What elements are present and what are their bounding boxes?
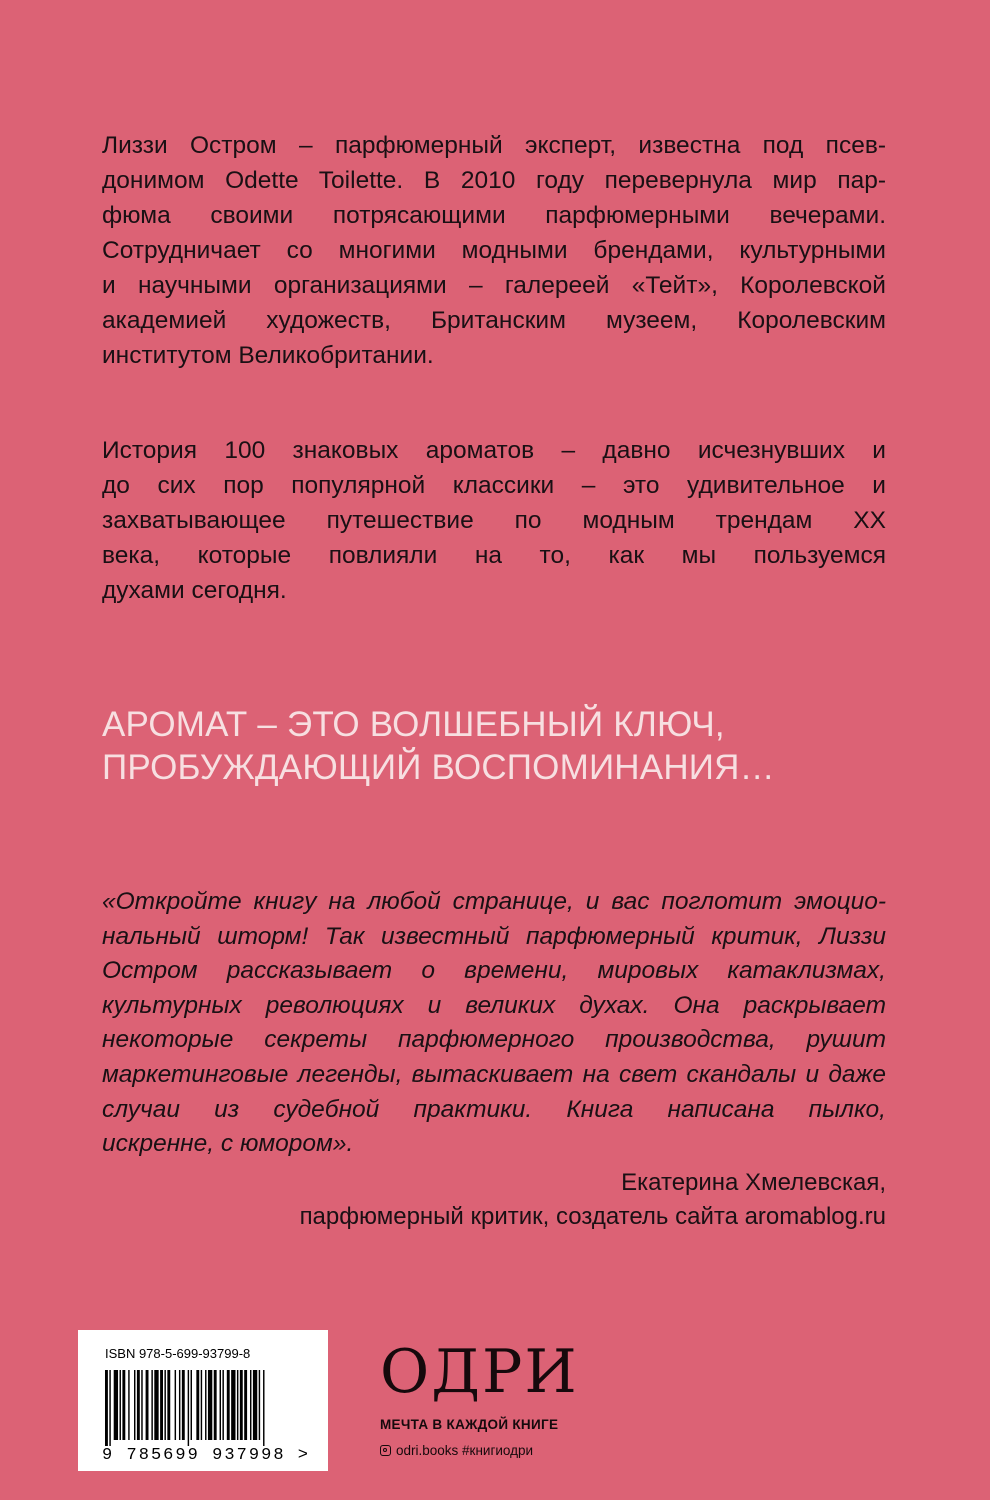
social-handle: odri.books #книгиодри	[396, 1443, 534, 1458]
tagline-line: ПРОБУЖДАЮЩИЙ ВОСПОМИНАНИЯ…	[102, 748, 775, 787]
barcode-bar	[220, 1370, 221, 1440]
barcode-bar	[259, 1370, 260, 1440]
bio-line: донимом Odette Toilette. В 2010 году перевернула мир пар-	[102, 167, 886, 194]
barcode-bar	[191, 1370, 192, 1440]
barcode-bar	[222, 1370, 223, 1440]
barcode-bar	[188, 1370, 189, 1446]
barcode-bar	[201, 1370, 202, 1440]
tagline-line: АРОМАТ – ЭТО ВОЛШЕБНЫЙ КЛЮЧ,	[102, 705, 725, 744]
attribution-role: парфюмерный критик, создатель сайта aromablog.ru	[299, 1203, 886, 1230]
bio-line: Лиззи Остром – парфюмерный эксперт, известна под псев-	[102, 132, 886, 159]
publisher-slogan: МЕЧТА В КАЖДОЙ КНИГЕ	[380, 1417, 559, 1432]
barcode-bar	[114, 1370, 118, 1440]
publisher-social	[380, 1443, 533, 1458]
barcode-bar	[105, 1370, 108, 1446]
barcode-bar	[205, 1370, 206, 1440]
barcode-bar	[164, 1370, 165, 1440]
barcode-digits: 9 785699 937998 >	[102, 1446, 308, 1465]
publisher-logo: ОДРИ	[380, 1337, 579, 1407]
barcode-bar	[231, 1370, 235, 1440]
barcode-bar	[146, 1370, 149, 1440]
quote-line: некоторые секреты парфюмерного производства, рушит	[102, 1026, 886, 1054]
quote-line: Остром рассказывает о времени, мировых катаклизмах,	[102, 957, 886, 985]
description-line: захватывающее путешествие по модным трендам XX	[102, 507, 886, 534]
barcode-bar	[237, 1370, 238, 1440]
barcode-bar	[175, 1370, 176, 1440]
quote-line: «Откройте книгу на любой странице, и вас поглотит эмоцио-	[102, 888, 886, 915]
review-quote	[102, 885, 886, 1162]
description-line: духами сегодня.	[102, 577, 287, 604]
barcode-bar	[240, 1370, 243, 1440]
barcode-bar	[196, 1370, 199, 1440]
barcode-bar	[134, 1370, 135, 1440]
barcode-bars	[105, 1370, 265, 1446]
barcode-bar	[179, 1370, 180, 1440]
barcode-bar	[109, 1370, 110, 1446]
book-description	[102, 433, 886, 608]
barcode-panel	[78, 1330, 328, 1471]
barcode-bar	[167, 1370, 170, 1440]
barcode-graphic	[78, 1330, 328, 1471]
barcode-bar	[253, 1370, 257, 1440]
description-line: История 100 знаковых ароматов – давно исчезнувших и	[102, 437, 886, 464]
barcode-bar	[160, 1370, 163, 1440]
barcode-bar	[154, 1370, 158, 1440]
quote-line: культурных революциях и великих духах. Она раскрывает	[102, 991, 886, 1019]
bio-line: и научными организациями – галереей «Тейт», Королевской	[102, 272, 886, 299]
barcode-bar	[128, 1370, 129, 1440]
barcode-bar	[122, 1370, 125, 1440]
barcode-bar	[208, 1370, 212, 1440]
barcode-bar	[214, 1370, 217, 1440]
barcode-bar	[151, 1370, 152, 1440]
quote-line: случаи из судебной практики. Книга написана пылко,	[102, 1095, 886, 1123]
barcode-bar	[120, 1370, 121, 1440]
barcode-bar	[137, 1370, 140, 1440]
author-bio	[102, 128, 886, 373]
description-line: века, которые повлияли на то, как мы пользуемся	[102, 542, 886, 569]
barcode-bar	[244, 1370, 247, 1440]
quote-attribution	[300, 1166, 886, 1234]
isbn-label: ISBN 978-5-699-93799-8	[105, 1346, 251, 1361]
instagram-icon	[380, 1445, 391, 1456]
quote-line: искренне, с юмором».	[102, 1130, 354, 1158]
description-line: до сих пор популярной классики – это удивительное и	[102, 472, 886, 499]
bio-line: Сотрудничает со многими модными брендами, культурными	[102, 237, 886, 264]
barcode-bar	[263, 1370, 264, 1446]
barcode-bar	[182, 1370, 185, 1440]
bio-line: фюма своими потрясающими парфюмерными вечерами.	[102, 202, 886, 229]
tagline	[102, 703, 902, 789]
barcode-bar	[227, 1370, 230, 1440]
attribution-name: Екатерина Хмелевская,	[621, 1169, 886, 1196]
bio-line: академией художеств, Британским музеем, Королевским	[102, 307, 886, 334]
barcode-bar	[141, 1370, 142, 1440]
barcode-bar	[250, 1370, 251, 1440]
quote-line: нальный шторм! Так известный парфюмерный критик, Лиззи	[102, 922, 886, 950]
bio-line: институтом Великобритании.	[102, 342, 434, 369]
quote-line: маркетинговые легенды, вытаскивает на свет скандалы и даже	[102, 1060, 886, 1088]
